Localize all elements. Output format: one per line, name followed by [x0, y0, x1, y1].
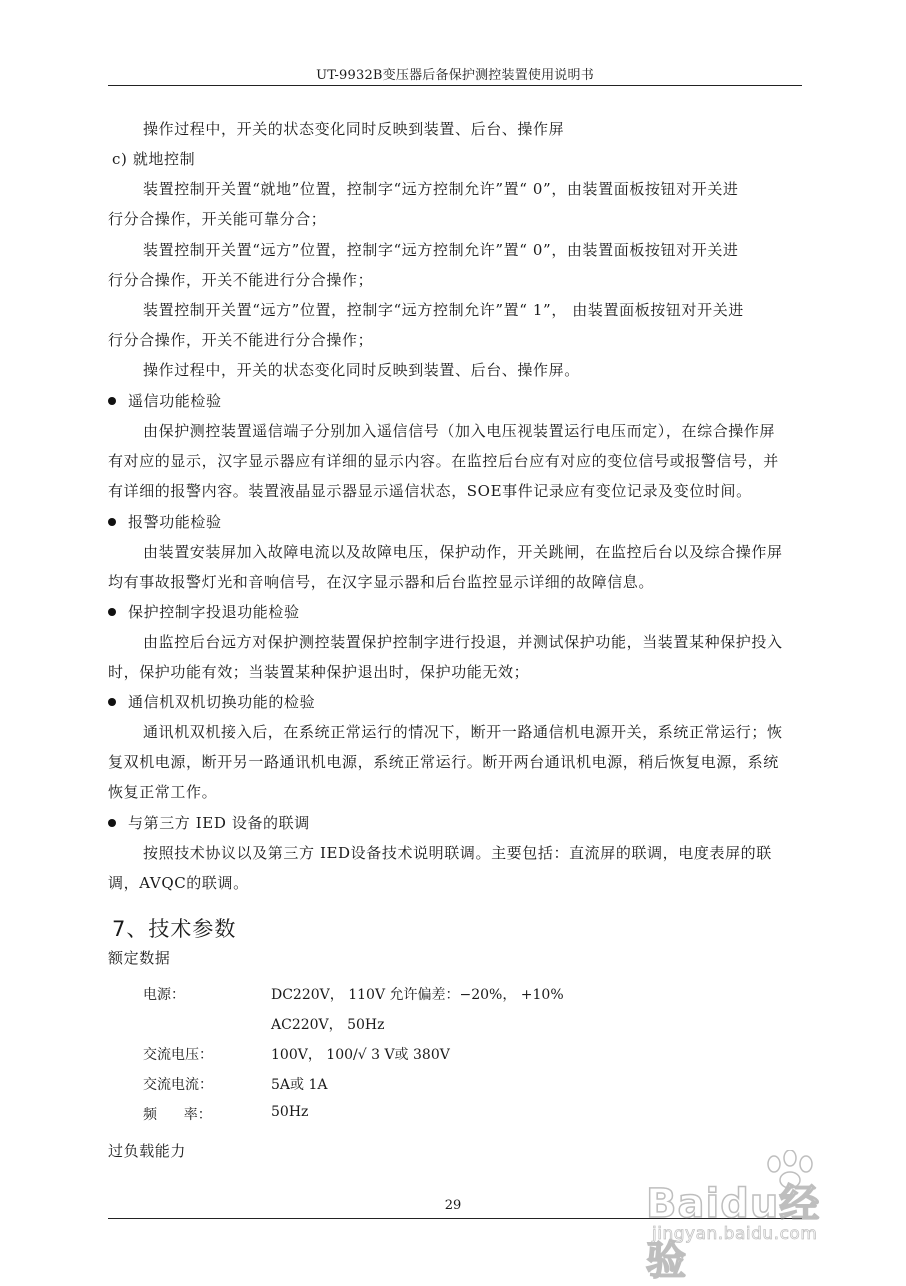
paragraph-line: 行分合操作，开关不能进行分合操作； — [108, 271, 374, 289]
paragraph-line: 由监控后台远方对保护测控装置保护控制字进行投退，并测试保护功能，当装置某种保护投入 — [143, 633, 783, 651]
paragraph-line: 均有事故报警灯光和音响信号，在汉字显示器和后台监控显示详细的故障信息。 — [108, 573, 655, 591]
bullet-icon — [108, 698, 116, 706]
bullet-icon — [108, 397, 116, 405]
page-header-title: UT-9932B变压器后备保护测控装置使用说明书 — [316, 68, 594, 83]
paragraph-line: 操作过程中，开关的状态变化同时反映到装置、后台、操作屏。 — [143, 361, 580, 379]
param-label: 频 率： — [143, 1107, 212, 1123]
paragraph-line: 操作过程中，开关的状态变化同时反映到装置、后台、操作屏 — [143, 120, 565, 138]
bullet-icon — [108, 518, 116, 526]
paragraph-line: 装置控制开关置“远方”位置，控制字“远方控制允许”置“ 0”，由装置面板按钮对开关进 — [143, 241, 739, 259]
paragraph-line: 有详细的报警内容。装置液晶显示器显示遥信状态，SOE事件记录应有变位记录及变位时间。 — [108, 482, 752, 500]
paragraph-line: 时，保护功能有效；当装置某种保护退出时，保护功能无效； — [108, 663, 530, 681]
overload-heading: 过负载能力 — [108, 1142, 187, 1160]
bullet-icon — [108, 608, 116, 616]
bullet-heading: 保护控制字投退功能检验 — [108, 602, 300, 622]
param-value: 50Hz — [271, 1104, 309, 1120]
bullet-icon — [108, 819, 116, 827]
baidu-watermark — [640, 1150, 860, 1284]
paragraph-line: 行分合操作，开关不能进行分合操作； — [108, 331, 374, 349]
watermark-url: jingyan.baidu.com — [652, 1224, 818, 1244]
paragraph-line: 按照技术协议以及第三方 IED设备技术说明联调。主要包括：直流屏的联调，电度表屏的联 — [143, 844, 772, 862]
param-value: 100V， 100/√ 3 V或 380V — [271, 1047, 450, 1063]
paragraph-line: 通讯机双机接入后，在系统正常运行的情况下，断开一路通信机电源开关，系统正常运行；恢 — [143, 723, 783, 741]
paragraph-line: 由装置安装屏加入故障电流以及故障电压，保护动作，开关跳闸，在监控后台以及综合操作屏 — [143, 543, 783, 561]
param-label: 交流电流： — [143, 1077, 213, 1093]
paragraph-line: 有对应的显示，汉字显示器应有详细的显示内容。在监控后台应有对应的变位信号或报警信号，并 — [108, 452, 779, 470]
param-value: AC220V， 50Hz — [271, 1017, 385, 1033]
section-title: 7、技术参数 — [112, 917, 237, 941]
subheading-local-control: c) 就地控制 — [112, 150, 196, 168]
bullet-heading: 通信机双机切换功能的检验 — [108, 692, 315, 712]
paragraph-line: 装置控制开关置“远方”位置，控制字“远方控制允许”置“ 1”， 由装置面板按钮对开关进 — [143, 301, 744, 319]
header-rule — [108, 85, 802, 86]
paragraph-line: 恢复正常工作。 — [108, 783, 218, 801]
param-label: 交流电压： — [143, 1047, 213, 1063]
bullet-heading: 遥信功能检验 — [108, 391, 222, 411]
paragraph-line: 调，AVQC的联调。 — [108, 874, 249, 892]
paragraph-line: 装置控制开关置“就地”位置，控制字“远方控制允许”置“ 0”，由装置面板按钮对开关进 — [143, 180, 739, 198]
page-number: 29 — [444, 1198, 462, 1213]
paragraph-line: 复双机电源，断开另一路通讯机电源，系统正常运行。断开两台通讯机电源，稍后恢复电源，系统 — [108, 753, 779, 771]
bullet-heading: 与第三方 IED 设备的联调 — [108, 813, 310, 833]
param-value: DC220V， 110V 允许偏差：−20%， +10% — [271, 987, 564, 1003]
paragraph-line: 行分合操作，开关能可靠分合； — [108, 210, 327, 228]
rated-data-heading: 额定数据 — [108, 949, 171, 967]
param-label: 电源： — [143, 987, 185, 1003]
paragraph-line: 由保护测控装置遥信端子分别加入遥信信号（加入电压视装置运行电压而定），在综合操作屏 — [143, 422, 776, 440]
param-value: 5A或 1A — [271, 1077, 328, 1093]
watermark-logo: Baidu经验 — [646, 1181, 821, 1284]
bullet-heading: 报警功能检验 — [108, 512, 222, 532]
